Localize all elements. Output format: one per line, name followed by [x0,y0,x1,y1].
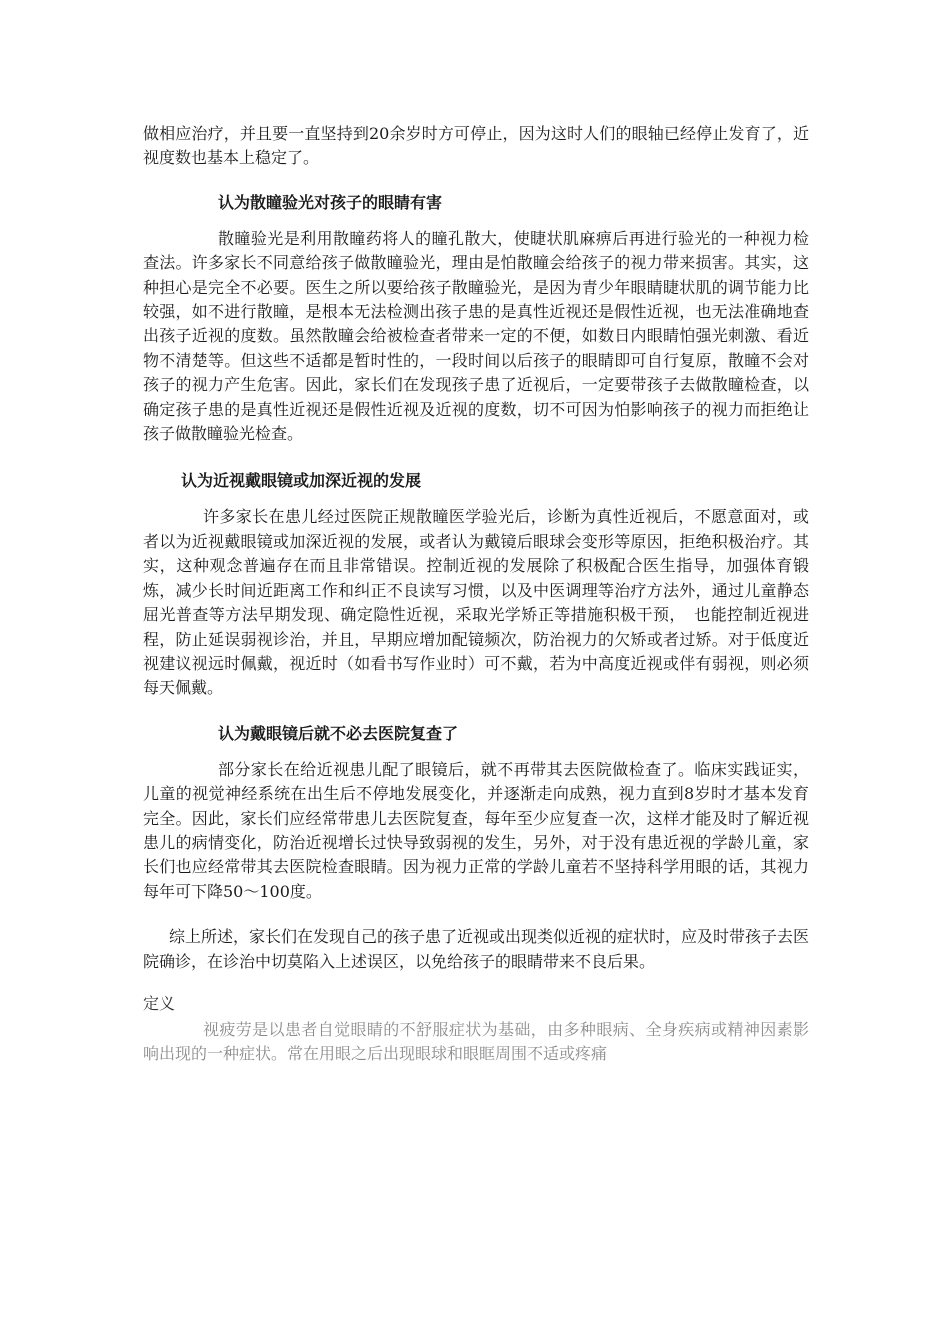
conclusion-paragraph: 综上所述，家长们在发现自己的孩子患了近视或出现类似近视的症状时，应及时带孩子去医院确诊，在诊治中切莫陷入上述误区，以免给孩子的眼睛带来不良后果。 [143,927,810,971]
section-body-glasses-worsen: 许多家长在患儿经过医院正规散瞳医学验光后，诊断为真性近视后，不愿意面对，或者以为近视戴眼镜或加深近视的发展，或者认为戴镜后眼球会变形等原因，拒绝积极治疗。其实，这种观念普遍存在而且非常错误。控制近视的发展除了积极配合医生指导，加强体育锻炼，减少长时间近距离工作和纠正不良读写习惯，以及中医调理等治疗方法外，通过儿童静态屈光普查等方法早期发现、确定隐性近视，采取光学矫正等措施积极干预， 也能控制近视进程，防止延误弱视诊治，并且，早期应增加配镜频次，防治视力的欠矫或者过矫。对于低度近视建议视远时佩戴，视近时（如看书写作业时）可不戴，若为中高度近视或伴有弱视，则必须每天佩戴。 [143,507,809,698]
section-body-dilation: 散瞳验光是利用散瞳药将人的瞳孔散大，使睫状肌麻痹后再进行验光的一种视力检查法。许多家长不同意给孩子做散瞳验光，理由是怕散瞳会给孩子的视力带来损害。其实，这种担心是完全不必要。医生之所以要给孩子散瞳验光，是因为青少年眼睛睫状肌的调节能力比较强，如不进行散瞳，是根本无法检测出孩子患的是真性近视还是假性近视，也无法准确地查出孩子近视的度数。虽然散瞳会给被检查者带来一定的不便，如数日内眼睛怕强光刺激、看近物不清楚等。但这些不适都是暂时性的，一段时间以后孩子的眼睛即可自行复原，散瞳不会对孩子的视力产生危害。因此，家长们在发现孩子患了近视后，一定要带孩子去做散瞳检查，以确定孩子患的是真性近视还是假性近视及近视的度数，切不可因为怕影响孩子的视力而拒绝让孩子做散瞳验光检查。 [143,228,809,444]
document-page [143,122,809,1067]
intro-paragraph: 做相应治疗，并且要一直坚持到20余岁时方可停止，因为这时人们的眼轴已经停止发育了，近视度数也基本上稳定了。 [143,124,809,168]
section-heading-glasses-worsen: 认为近视戴眼镜或加深近视的发展 [181,471,422,491]
section-heading-dilation: 认为散瞳验光对孩子的眼睛有害 [218,192,443,212]
definition-label: 定义 [143,993,176,1013]
section-heading-no-recheck: 认为戴眼镜后就不必去医院复查了 [218,723,459,743]
definition-text: 视疲劳是以患者自觉眼睛的不舒服症状为基础，由多种眼病、全身疾病或精神因素影响出现的一种症状。常在用眼之后出现眼球和眼眶周围不适或疼痛 [143,1019,809,1064]
section-body-no-recheck: 部分家长在给近视患儿配了眼镜后，就不再带其去医院做检查了。临床实践证实，儿童的视觉神经系统在出生后不停地发展变化，并逐渐走向成熟，视力直到8岁时才基本发育完全。因此，家长们应经常带患儿去医院复查，每年至少应复查一次，这样才能及时了解近视患儿的病情变化，防治近视增长过快导致弱视的发生，另外，对于没有患近视的学龄儿童，家长们也应经常带其去医院检查眼睛。因为视力正常的学龄儿童若不坚持科学用眼的话，其视力每年可下降50～100度。 [143,759,809,901]
